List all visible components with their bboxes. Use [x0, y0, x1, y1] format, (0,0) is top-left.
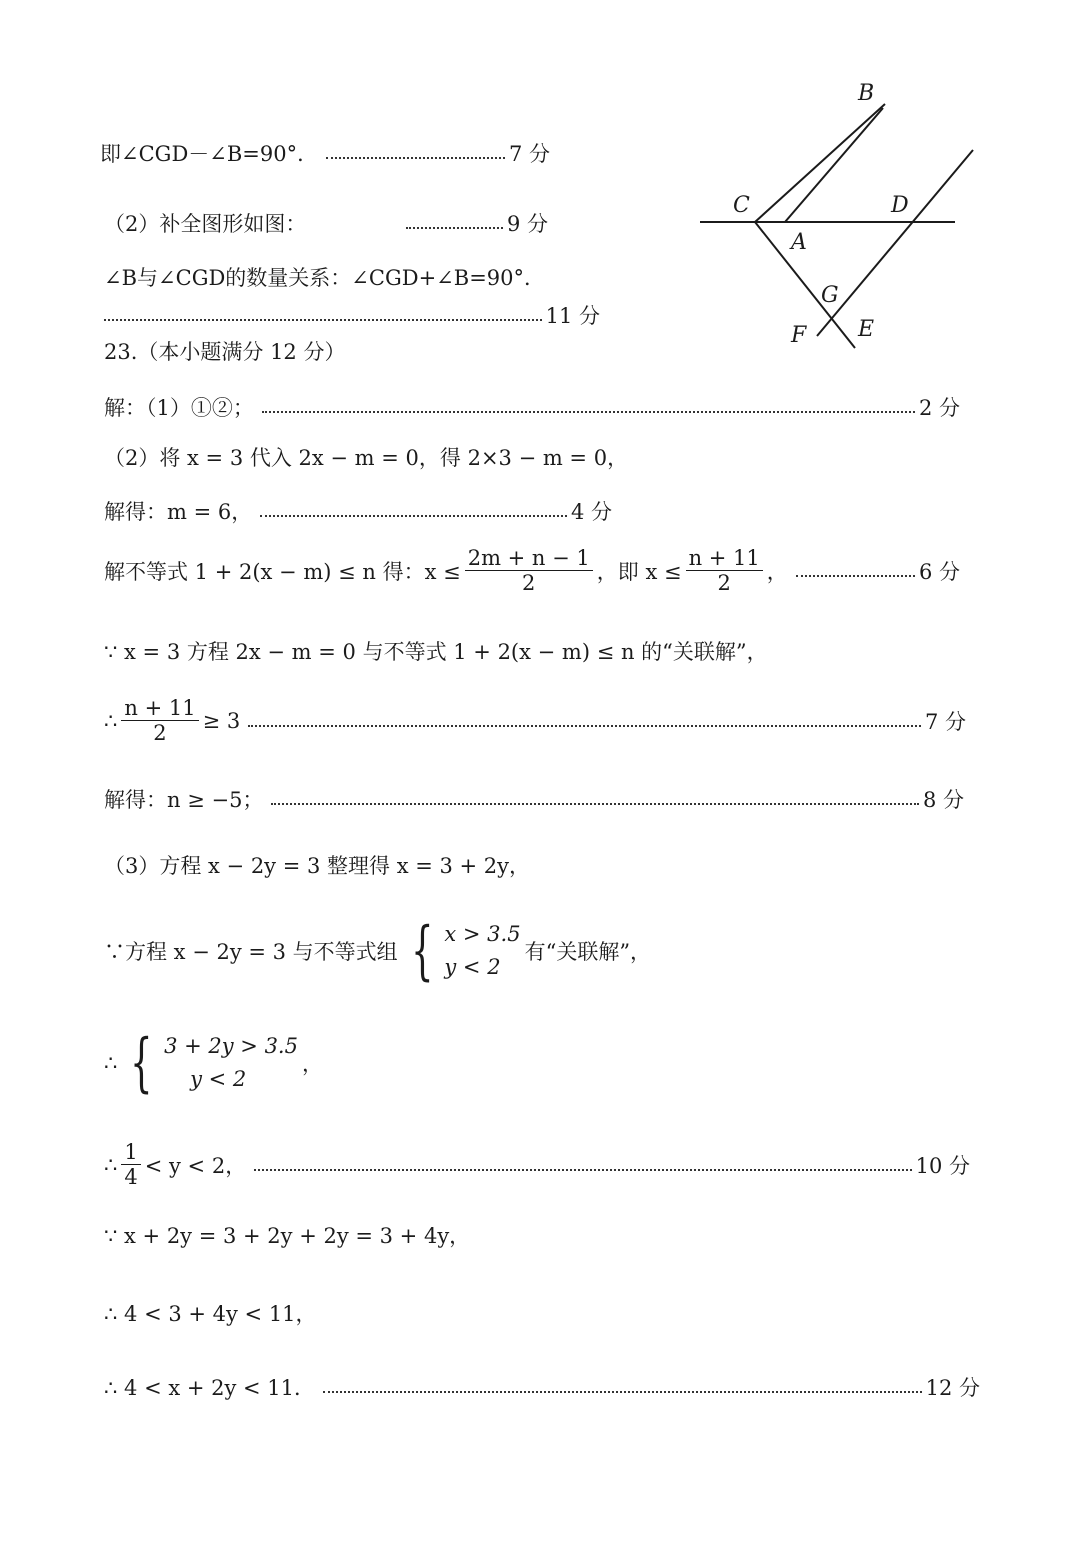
solution-line-13 [104, 850, 530, 880]
solution-line-7 [104, 442, 628, 472]
line-text: ∴ [104, 1050, 118, 1075]
fraction-denominator: 4 [124, 1165, 138, 1190]
solution-line-2 [104, 208, 548, 238]
score-label: 8 分 [922, 788, 964, 812]
score-label: 2 分 [918, 396, 960, 420]
label-d: D [891, 193, 909, 218]
solution-line-8 [104, 496, 612, 526]
system-row-2: y < 2 [190, 1066, 247, 1091]
fraction-numerator: n + 11 [121, 696, 198, 721]
score-label: 4 分 [570, 500, 612, 524]
label-g: G [821, 283, 839, 308]
dot-leader [248, 725, 921, 727]
dot-leader [254, 1169, 911, 1171]
line-text: ∴ [104, 708, 118, 733]
line-text-tail: ， [766, 559, 788, 584]
line-text: 解：（1）①②； [104, 396, 254, 420]
line-text: 解得：m = 6， [104, 500, 253, 524]
label-a: A [791, 230, 807, 255]
score-label: 6 分 [918, 559, 960, 584]
line-text-tail: < y < 2， [144, 1153, 247, 1178]
score-label: 12 分 [925, 1376, 980, 1400]
geometry-figure [690, 78, 990, 368]
line-text-tail: 有“关联解”， [524, 939, 652, 964]
solution-line-17 [104, 1220, 470, 1250]
inequality-system [121, 1025, 298, 1100]
score-label: 7 分 [508, 142, 550, 166]
line-text: （2）将 x = 3 代入 2x − m = 0，得 2×3 − m = 0， [104, 446, 629, 470]
solution-line-3 [104, 262, 545, 292]
solution-line-18 [104, 1298, 317, 1328]
line-ab [785, 108, 883, 222]
solution-line-12 [104, 784, 964, 814]
dot-leader [326, 157, 505, 159]
label-b: B [858, 81, 875, 106]
question-heading [104, 336, 345, 366]
dot-leader [323, 1391, 922, 1393]
dot-leader [406, 227, 503, 229]
label-f: F [791, 323, 807, 348]
line-text-tail: ≥ 3 [202, 708, 241, 733]
line-text: ∵方程 x − 2y = 3 与不等式组 [104, 939, 398, 964]
score-label: 7 分 [924, 709, 966, 734]
fraction-numerator: 1 [121, 1140, 140, 1165]
solution-line-14 [104, 913, 652, 988]
line-cb [755, 104, 885, 222]
label-e: E [858, 317, 875, 342]
line-text: 即∠CGD－∠B=90°． [100, 142, 319, 166]
system-row-2: y < 2 [444, 954, 501, 979]
dot-leader [104, 319, 542, 321]
dot-leader [796, 575, 915, 577]
fraction-1 [465, 546, 593, 595]
brace: { [130, 1025, 153, 1100]
line-text: ∴ 4 < 3 + 4y < 11， [104, 1302, 317, 1326]
fraction-denominator: 2 [153, 721, 167, 746]
fraction-numerator: 2m + n − 1 [465, 546, 593, 571]
line-text: ∴ 4 < x + 2y < 11． [104, 1376, 316, 1400]
solution-line-9 [104, 546, 960, 595]
solution-line-15 [104, 1025, 323, 1100]
label-c: C [733, 193, 750, 218]
fraction-numerator: n + 11 [686, 546, 763, 571]
line-text: ∵ x = 3 方程 2x − m = 0 与不等式 1 + 2(x − m) ≤ n 的“关联解”， [104, 640, 768, 664]
line-text-mid: ，即 x ≤ [596, 559, 682, 584]
brace: { [410, 913, 434, 988]
solution-line-16 [104, 1140, 970, 1189]
fraction-2 [686, 546, 763, 595]
line-text: 解不等式 1 + 2(x − m) ≤ n 得：x ≤ [104, 559, 461, 584]
line-text-tail: ， [301, 1051, 323, 1076]
solution-line-1 [100, 138, 550, 168]
line-text: （2）补全图形如图： [104, 212, 307, 236]
score-label: 10 分 [915, 1153, 970, 1178]
solution-line-4 [104, 300, 600, 330]
solution-line-19 [104, 1372, 980, 1402]
fraction-denominator: 2 [717, 571, 731, 596]
system-row-1: 3 + 2y > 3.5 [164, 1034, 298, 1058]
score-label: 11 分 [545, 304, 600, 328]
line-text: ∴ [104, 1152, 118, 1177]
line-text: 解得：n ≥ −5； [104, 788, 264, 812]
line-text: 23.（本小题满分 12 分） [104, 340, 346, 364]
solution-line-6 [104, 392, 960, 422]
line-text: ∵ x + 2y = 3 + 2y + 2y = 3 + 4y， [104, 1224, 471, 1248]
fraction [121, 696, 198, 745]
solution-line-10 [104, 636, 768, 666]
fraction-denominator: 2 [522, 571, 536, 596]
solution-line-11 [104, 696, 966, 745]
dot-leader [271, 803, 919, 805]
inequality-system [402, 913, 521, 988]
line-df [817, 150, 973, 336]
dot-leader [260, 515, 567, 517]
score-label: 9 分 [506, 212, 548, 236]
system-row-1: x > 3.5 [444, 922, 521, 946]
line-text: （3）方程 x − 2y = 3 整理得 x = 3 + 2y， [104, 854, 531, 878]
fraction [121, 1140, 140, 1189]
dot-leader [262, 411, 915, 413]
line-text: ∠B与∠CGD的数量关系：∠CGD+∠B=90°． [104, 266, 546, 290]
